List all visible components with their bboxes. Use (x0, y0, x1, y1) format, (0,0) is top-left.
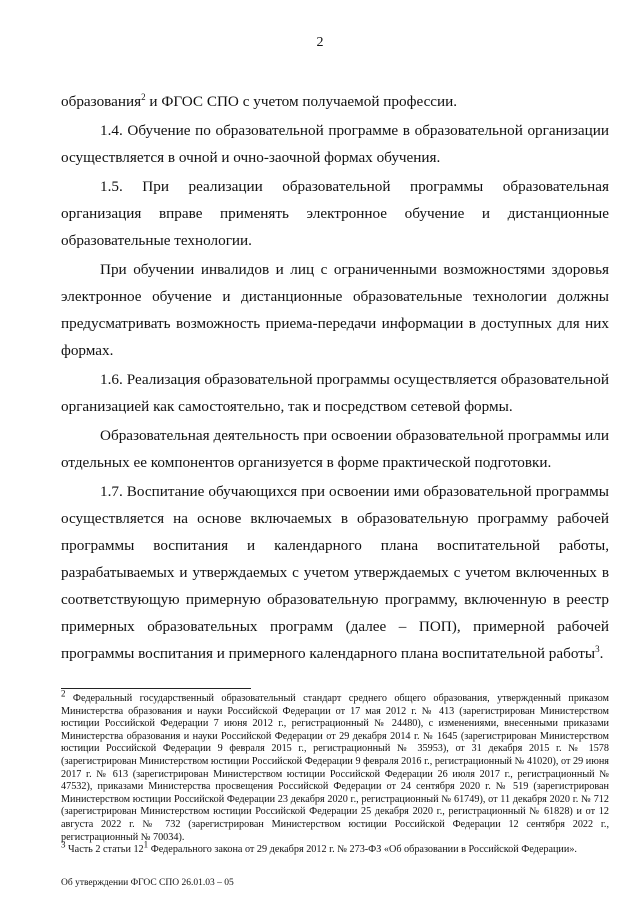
page-number: 2 (316, 35, 324, 50)
footnotes (61, 688, 609, 857)
article-superscript: 1 (143, 839, 149, 850)
paragraph-1-5: 1.5. При реализации образовательной программы образовательная организация вправе применять электронное обучение и дистанционные образовательные технологии. (61, 178, 609, 249)
paragraph-1-4: 1.4. Обучение по образовательной программе в образовательной организации осуществляется в очной и очно-заочной формах обучения. (61, 122, 609, 166)
paragraph-text: 1.7. Воспитание обучающихся при освоении ими образовательной программы осуществляется на основе включаемых в образовательную программу рабочей программы воспитания и календарного плана воспитательной работы, разрабатываемых и утверждаемых с учетом утверждаемых с учетом включенных в соответствующую примерную образовательную программу, включенную в реестр примерных образовательных программ (далее – ПОП), примерной рабочей программы воспитания и примерного календарного плана воспитательной работы (61, 483, 609, 662)
footnote-3 (61, 839, 609, 857)
footnote-2 (61, 688, 609, 844)
footnote-text-rest: Федерального закона от 29 декабря 2012 г. № 273-ФЗ «Об образовании в Российской Федерации». (148, 844, 577, 856)
body-text (61, 88, 609, 667)
footnote-text: Часть 2 статьи 12 (65, 844, 144, 856)
paragraph-disabled-persons: При обучении инвалидов и лиц с ограниченными возможностями здоровья электронное обучение и дистанционные образовательные технологии должны предусматривать возможность приема-передачи информации в доступных для них формах. (61, 261, 609, 359)
paragraph-text-rest: и ФГОС СПО с учетом получаемой профессии. (145, 93, 458, 110)
footnote-marker: 3 (61, 839, 66, 850)
paragraph-1-7 (61, 478, 609, 667)
page-footer: Об утверждении ФГОС СПО 26.01.03 – 05 (61, 878, 234, 888)
footnote-ref-2[interactable]: 2 (141, 91, 146, 102)
paragraph-practical-training: Образовательная деятельность при освоении образовательной программы или отдельных ее компонентов организуется в форме практической подготовки. (61, 427, 609, 471)
paragraph-continuation (61, 88, 609, 115)
footnote-text: Федеральный государственный образовательный стандарт среднего общего образования, утвержденный приказом Министерства образования и науки Российской Федерации от 17 мая 2012 г. № 413 (зарегистрирован Министерством юстиции Российской Федерации 7 июня 2012 г., регистрационный № 24480), с изменениями, внесенными приказами Министерства образования и науки Российской Федерации от 29 декабря 2014 г. № 1645 (зарегистрирован Министерством юстиции Российской Федерации 9 февраля 2015 г., регистрационный № 35953), от 31 декабря 2015 г. № 1578 (зарегистрирован Министерством юстиции Российской Федерации 9 февраля 2016 г., регистрационный № 41020), от 29 июня 2017 г. № 613 (зарегистрирован Министерством юстиции Российской Федерации 26 июля 2017 г., регистрационный № 47532), приказами Министерства просвещения Российской Федерации от 24 сентября 2020 г. № 519 (зарегистрирован Министерством юстиции Российской Федерации 23 декабря 2020 г., регистрационный № 61749), от 11 декабря 2020 г. № 712 (зарегистрирован Министерством юстиции Российской Федерации 25 декабря 2020 г., регистрационный № 61828) и от 12 августа 2022 г. № 732 (зарегистрирован Министерством юстиции Российской Федерации 12 сентября 2022 г., регистрационный № 70034). (61, 693, 609, 843)
paragraph-text-rest: . (599, 645, 604, 662)
footnote-marker: 2 (61, 688, 66, 699)
paragraph-1-6: 1.6. Реализация образовательной программы осуществляется образовательной организацией как самостоятельно, так и посредством сетевой формы. (61, 371, 609, 415)
footnote-divider (61, 688, 251, 689)
paragraph-text: образования (61, 93, 142, 110)
footnote-ref-3[interactable]: 3 (595, 643, 600, 654)
